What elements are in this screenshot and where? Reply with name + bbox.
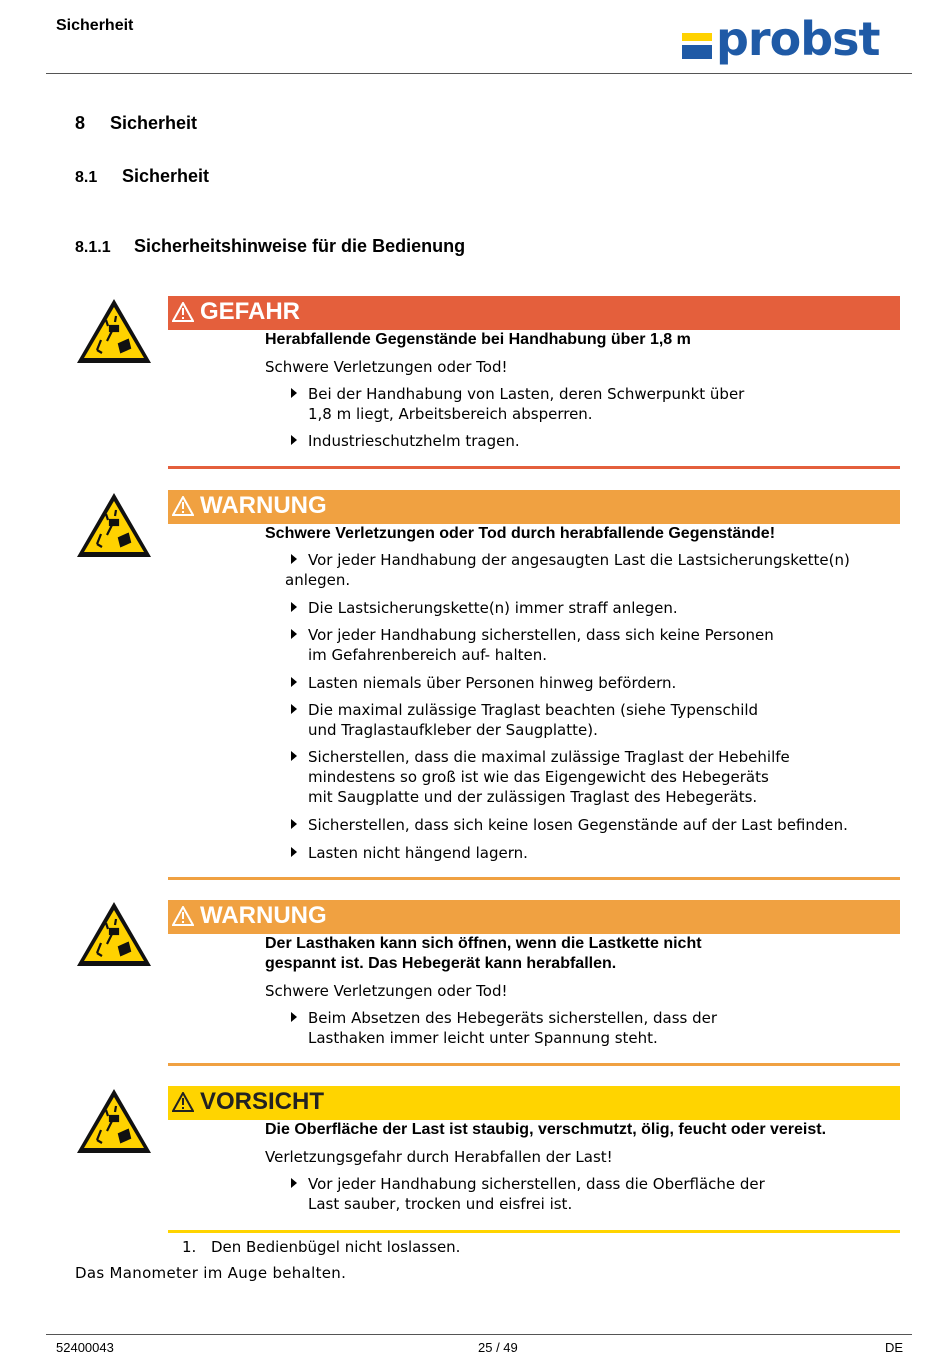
- item-line: anlegen.: [285, 571, 351, 589]
- notice-separator: [168, 877, 900, 880]
- arrow-icon: [291, 751, 297, 761]
- heading-8: [75, 113, 197, 134]
- item-line: Bei der Handhabung von Lasten, deren Schwerpunkt über: [308, 385, 745, 403]
- heading-8-1: [75, 166, 209, 187]
- list-item: [291, 815, 848, 835]
- arrow-icon: [291, 704, 297, 714]
- step-item: [182, 1238, 460, 1256]
- arrow-icon: [291, 388, 297, 398]
- item-line: Die Lastsicherungskette(n) immer straff anlegen.: [308, 599, 678, 617]
- falling-objects-warning-icon: [74, 490, 154, 560]
- step-text: Den Bedienbügel nicht loslassen.: [211, 1238, 461, 1256]
- arrow-icon: [291, 819, 297, 829]
- logo-yellow-bar: [682, 33, 712, 41]
- notice-separator: [168, 466, 900, 469]
- heading-number: 8.1.1: [75, 239, 111, 256]
- item-line: Sicherstellen, dass die maximal zulässige Traglast der Hebehilfe: [308, 748, 790, 766]
- title-line: Der Lasthaken kann sich öffnen, wenn die Lastkette nicht: [265, 935, 702, 952]
- arrow-icon: [291, 602, 297, 612]
- warning-triangle-icon: [172, 302, 194, 322]
- gefahr-banner: [168, 296, 900, 330]
- notice-separator: [168, 1230, 900, 1233]
- list-item: [291, 384, 744, 424]
- arrow-icon: [291, 847, 297, 857]
- notice-title: [265, 934, 702, 974]
- signal-word: GEFAHR: [200, 298, 301, 325]
- footer-rule: [46, 1334, 912, 1335]
- list-item: [291, 843, 528, 863]
- signal-word: WARNUNG: [200, 902, 327, 929]
- vorsicht-banner: [168, 1086, 900, 1120]
- signal-word: VORSICHT: [200, 1088, 325, 1115]
- item-line: Vor jeder Handhabung der angesaugten Last die Lastsicherungskette(n): [308, 551, 850, 569]
- falling-objects-warning-icon: [74, 296, 154, 366]
- item-line: Beim Absetzen des Hebegeräts sicherstellen, dass der: [308, 1009, 718, 1027]
- item-line: mit Saugplatte und der zulässigen Traglast des Hebegeräts.: [308, 788, 758, 806]
- heading-number: 8.1: [75, 169, 98, 186]
- notice-title: Schwere Verletzungen oder Tod durch herabfallende Gegenstände!: [265, 525, 776, 542]
- item-line: Sicherstellen, dass sich keine losen Gegenstände auf der Last befinden.: [308, 816, 848, 834]
- arrow-icon: [291, 1012, 297, 1022]
- warning-triangle-icon: [172, 496, 194, 516]
- arrow-icon: [291, 629, 297, 639]
- arrow-icon: [291, 554, 297, 564]
- warning-triangle-icon: [172, 906, 194, 926]
- item-line: Die maximal zulässige Traglast beachten (siehe Typenschild: [308, 701, 759, 719]
- arrow-icon: [291, 435, 297, 445]
- item-line: Industrieschutzhelm tragen.: [308, 432, 520, 450]
- item-line: mindestens so groß ist wie das Eigengewicht des Hebegeräts: [308, 768, 769, 786]
- falling-objects-warning-icon: [74, 899, 154, 969]
- item-line: 1,8 m liegt, Arbeitsbereich absperren.: [308, 405, 593, 423]
- notice-consequence: Schwere Verletzungen oder Tod!: [265, 982, 508, 1000]
- probst-logo: [680, 12, 906, 70]
- list-item: [291, 747, 790, 807]
- signal-word: WARNUNG: [200, 492, 327, 519]
- list-item: [291, 1008, 717, 1048]
- header-section-title: Sicherheit: [56, 17, 134, 34]
- heading-text: Sicherheitshinweise für die Bedienung: [134, 236, 466, 256]
- item-line: Lasthaken immer leicht unter Spannung steht.: [308, 1029, 658, 1047]
- document-number: 52400043: [56, 1340, 114, 1355]
- item-line: Lasten nicht hängend lagern.: [308, 844, 528, 862]
- notice-title: Herabfallende Gegenstände bei Handhabung über 1,8 m: [265, 331, 691, 348]
- language-code: DE: [885, 1340, 904, 1355]
- list-item: [291, 598, 678, 618]
- notice-consequence: Schwere Verletzungen oder Tod!: [265, 358, 508, 376]
- item-line: im Gefahrenbereich auf- halten.: [308, 646, 548, 664]
- logo-text: probst: [716, 12, 880, 66]
- list-item: [291, 431, 520, 451]
- item-line: Last sauber, trocken und eisfrei ist.: [308, 1195, 573, 1213]
- warning-triangle-icon: [172, 1092, 194, 1112]
- list-item: [291, 1174, 765, 1214]
- item-line: und Traglastaufkleber der Saugplatte).: [308, 721, 598, 739]
- title-line: gespannt ist. Das Hebegerät kann herabfallen.: [265, 955, 617, 972]
- heading-8-1-1: [75, 236, 465, 257]
- note-text: Das Manometer im Auge behalten.: [75, 1264, 347, 1282]
- notice-title: Die Oberfläche der Last ist staubig, verschmutzt, ölig, feucht oder vereist.: [265, 1121, 827, 1138]
- step-number: 1.: [182, 1238, 197, 1256]
- item-line: Vor jeder Handhabung sicherstellen, dass sich keine Personen: [308, 626, 774, 644]
- item-line: Vor jeder Handhabung sicherstellen, dass die Oberfläche der: [308, 1175, 765, 1193]
- notice-separator: [168, 1063, 900, 1066]
- list-item: [291, 625, 774, 665]
- page-number: 25 / 49: [478, 1340, 518, 1355]
- list-item: [291, 673, 676, 693]
- heading-text: Sicherheit: [122, 166, 210, 186]
- logo-blue-bar: [682, 45, 712, 59]
- arrow-icon: [291, 1178, 297, 1188]
- notice-consequence: Verletzungsgefahr durch Herabfallen der Last!: [265, 1148, 613, 1166]
- falling-objects-warning-icon: [74, 1086, 154, 1156]
- header-rule: [46, 73, 912, 74]
- item-line: Lasten niemals über Personen hinweg befördern.: [308, 674, 677, 692]
- heading-number: 8: [75, 113, 86, 133]
- list-item: [291, 700, 758, 740]
- warnung-banner: [168, 900, 900, 934]
- heading-text: Sicherheit: [110, 113, 198, 133]
- list-item: [285, 550, 850, 590]
- arrow-icon: [291, 677, 297, 687]
- warnung-banner: [168, 490, 900, 524]
